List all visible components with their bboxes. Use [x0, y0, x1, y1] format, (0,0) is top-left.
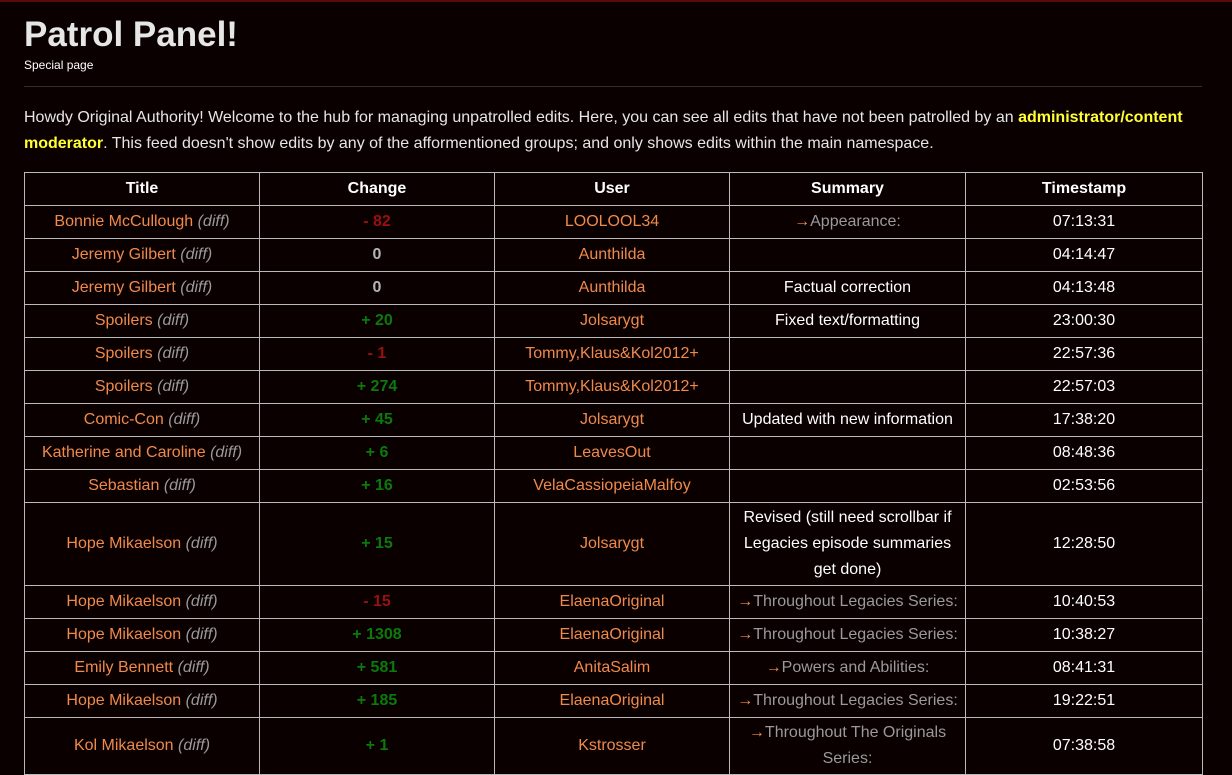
summary-text: Appearance: — [810, 213, 901, 230]
top-border — [0, 0, 1232, 2]
change-cell — [260, 239, 495, 272]
summary-cell — [730, 206, 966, 239]
page-title-link[interactable]: Hope Mikaelson — [66, 626, 182, 643]
change-value: + 185 — [356, 692, 398, 709]
diff-link[interactable]: (diff) — [185, 593, 218, 610]
diff-link[interactable]: (diff) — [157, 378, 190, 395]
section-arrow-icon[interactable]: → — [737, 626, 754, 643]
user-link[interactable]: ElaenaOriginal — [559, 692, 665, 709]
page-title-link[interactable]: Jeremy Gilbert — [71, 279, 176, 296]
title-cell — [25, 470, 260, 503]
user-cell — [495, 206, 730, 239]
section-arrow-icon[interactable]: → — [765, 659, 782, 676]
change-value: 0 — [372, 246, 382, 263]
change-cell — [260, 338, 495, 371]
summary-text: Throughout Legacies Series: — [753, 626, 958, 643]
patrol-table — [24, 172, 1203, 775]
user-link[interactable]: Aunthilda — [578, 279, 646, 296]
user-cell — [495, 272, 730, 305]
timestamp-cell: 12:28:50 — [966, 503, 1203, 586]
summary-text: Revised (still need scrollbar if Legacies episode summaries get done) — [743, 509, 952, 578]
change-cell — [260, 404, 495, 437]
user-cell — [495, 503, 730, 586]
section-arrow-icon[interactable]: → — [748, 724, 765, 741]
table-row — [25, 470, 1203, 503]
diff-link[interactable]: (diff) — [185, 692, 218, 709]
user-link[interactable]: Kstrosser — [578, 737, 646, 754]
page-title: Patrol Panel! — [24, 15, 238, 54]
timestamp-cell: 22:57:03 — [966, 371, 1203, 404]
page-title-link[interactable]: Spoilers — [94, 312, 153, 329]
title-cell — [25, 371, 260, 404]
summary-cell — [730, 305, 966, 338]
title-cell — [25, 685, 260, 718]
diff-link[interactable]: (diff) — [185, 626, 218, 643]
title-cell — [25, 338, 260, 371]
diff-link[interactable]: (diff) — [157, 345, 190, 362]
change-value: - 1 — [367, 345, 387, 362]
change-value: - 82 — [363, 213, 391, 230]
change-cell — [260, 470, 495, 503]
user-link[interactable]: Jolsarygt — [579, 312, 645, 329]
change-value: + 15 — [361, 535, 393, 552]
table-header-row — [25, 173, 1203, 206]
table-row — [25, 239, 1203, 272]
timestamp-cell: 07:38:58 — [966, 718, 1203, 775]
summary-text: Throughout Legacies Series: — [753, 593, 958, 610]
change-value: + 20 — [361, 312, 393, 329]
user-cell — [495, 718, 730, 775]
change-cell — [260, 718, 495, 775]
summary-text: Throughout The Originals Series: — [764, 724, 947, 767]
change-cell — [260, 503, 495, 586]
title-cell — [25, 586, 260, 619]
column-header-change: Change — [260, 173, 495, 206]
change-value: + 1 — [365, 737, 389, 754]
user-cell — [495, 239, 730, 272]
admin-moderator-link[interactable]: administrator/content moderator — [24, 109, 1183, 152]
user-cell — [495, 586, 730, 619]
title-cell — [25, 206, 260, 239]
user-link[interactable]: AnitaSalim — [573, 659, 651, 676]
page-title-link[interactable]: Spoilers — [94, 378, 153, 395]
user-cell — [495, 685, 730, 718]
diff-link[interactable]: (diff) — [180, 279, 213, 296]
title-cell — [25, 305, 260, 338]
timestamp-cell: 02:53:56 — [966, 470, 1203, 503]
table-row — [25, 305, 1203, 338]
change-value: + 581 — [356, 659, 398, 676]
section-arrow-icon[interactable]: → — [737, 593, 754, 610]
page-title-link[interactable]: Katherine and Caroline — [41, 444, 206, 461]
user-link[interactable]: LOOLOOL34 — [564, 213, 660, 230]
summary-text: Fixed text/formatting — [775, 312, 920, 329]
table-row — [25, 652, 1203, 685]
table-row — [25, 404, 1203, 437]
section-arrow-icon[interactable]: → — [794, 213, 811, 230]
user-link[interactable]: Tommy,Klaus&Kol2012+ — [525, 345, 699, 362]
table-row — [25, 338, 1203, 371]
summary-cell — [730, 652, 966, 685]
summary-cell — [730, 371, 966, 404]
change-value: + 16 — [361, 477, 393, 494]
summary-text: Factual correction — [783, 279, 912, 296]
table-row — [25, 586, 1203, 619]
diff-link[interactable]: (diff) — [197, 213, 230, 230]
user-cell — [495, 338, 730, 371]
user-cell — [495, 470, 730, 503]
title-cell — [25, 652, 260, 685]
diff-link[interactable]: (diff) — [180, 246, 213, 263]
change-value: 0 — [372, 279, 382, 296]
page-title-link[interactable]: Emily Bennett — [74, 659, 174, 676]
change-value: + 6 — [365, 444, 389, 461]
timestamp-cell: 08:48:36 — [966, 437, 1203, 470]
user-cell — [495, 404, 730, 437]
timestamp-cell: 07:13:31 — [966, 206, 1203, 239]
user-link[interactable]: VelaCassiopeiaMalfoy — [533, 477, 691, 494]
change-cell — [260, 685, 495, 718]
table-row — [25, 503, 1203, 586]
table-row — [25, 437, 1203, 470]
title-cell — [25, 239, 260, 272]
timestamp-cell: 10:40:53 — [966, 586, 1203, 619]
page-title-link[interactable]: Kol Mikaelson — [73, 737, 174, 754]
diff-link[interactable]: (diff) — [210, 444, 243, 461]
header-divider — [24, 86, 1202, 87]
user-cell — [495, 371, 730, 404]
title-cell — [25, 272, 260, 305]
timestamp-cell: 17:38:20 — [966, 404, 1203, 437]
table-row — [25, 685, 1203, 718]
table-row — [25, 619, 1203, 652]
timestamp-cell: 08:41:31 — [966, 652, 1203, 685]
timestamp-cell: 23:00:30 — [966, 305, 1203, 338]
column-header-user: User — [495, 173, 730, 206]
user-link[interactable]: Aunthilda — [578, 246, 646, 263]
summary-text: Powers and Abilities: — [781, 659, 930, 676]
summary-cell — [730, 437, 966, 470]
user-link[interactable]: Jolsarygt — [579, 535, 645, 552]
intro-text — [24, 105, 1202, 157]
title-cell — [25, 619, 260, 652]
summary-text: Throughout Legacies Series: — [753, 692, 958, 709]
change-cell — [260, 437, 495, 470]
summary-cell — [730, 404, 966, 437]
page-subtitle: Special page — [24, 58, 94, 72]
column-header-timestamp: Timestamp — [966, 173, 1203, 206]
change-cell — [260, 371, 495, 404]
summary-cell — [730, 239, 966, 272]
change-cell — [260, 305, 495, 338]
page-header — [24, 14, 1202, 157]
change-cell — [260, 586, 495, 619]
user-cell — [495, 652, 730, 685]
user-cell — [495, 437, 730, 470]
user-link[interactable]: ElaenaOriginal — [559, 626, 665, 643]
summary-cell — [730, 338, 966, 371]
change-cell — [260, 206, 495, 239]
summary-cell — [730, 685, 966, 718]
summary-cell — [730, 503, 966, 586]
diff-link[interactable]: (diff) — [163, 477, 196, 494]
diff-link[interactable]: (diff) — [178, 737, 211, 754]
diff-link[interactable]: (diff) — [157, 312, 190, 329]
user-cell — [495, 619, 730, 652]
diff-link[interactable]: (diff) — [168, 411, 201, 428]
page-title-link[interactable]: Hope Mikaelson — [66, 593, 182, 610]
table-body — [25, 206, 1203, 775]
change-cell — [260, 272, 495, 305]
section-arrow-icon[interactable]: → — [737, 692, 754, 709]
summary-cell — [730, 272, 966, 305]
table-row — [25, 371, 1203, 404]
title-cell — [25, 503, 260, 586]
timestamp-cell: 19:22:51 — [966, 685, 1203, 718]
timestamp-cell: 04:14:47 — [966, 239, 1203, 272]
diff-link[interactable]: (diff) — [185, 535, 218, 552]
column-header-summary: Summary — [730, 173, 966, 206]
user-link[interactable]: Jolsarygt — [579, 411, 645, 428]
change-value: + 45 — [361, 411, 393, 428]
intro-text-start: Howdy Original Authority! Welcome to the hub for managing unpatrolled edits. Here, you can see all edits that have not been patrolled by an — [24, 109, 1019, 126]
change-value: + 1308 — [352, 626, 402, 643]
timestamp-cell: 04:13:48 — [966, 272, 1203, 305]
summary-cell — [730, 619, 966, 652]
user-cell — [495, 305, 730, 338]
intro-text-end: . This feed doesn't show edits by any of the afformentioned groups; and only shows edits within the main namespace. — [103, 135, 934, 152]
table-row — [25, 272, 1203, 305]
page-title-link[interactable]: Hope Mikaelson — [66, 535, 182, 552]
user-link[interactable]: Tommy,Klaus&Kol2012+ — [525, 378, 699, 395]
table-row — [25, 206, 1203, 239]
page-title-link[interactable]: Spoilers — [94, 345, 153, 362]
timestamp-cell: 22:57:36 — [966, 338, 1203, 371]
table-row — [25, 718, 1203, 775]
summary-cell — [730, 470, 966, 503]
title-cell — [25, 437, 260, 470]
change-value: - 15 — [363, 593, 391, 610]
page-title-link[interactable]: Hope Mikaelson — [66, 692, 182, 709]
column-header-title: Title — [25, 173, 260, 206]
page-title-link[interactable]: Jeremy Gilbert — [71, 246, 176, 263]
title-cell — [25, 404, 260, 437]
summary-text: Updated with new information — [742, 411, 953, 428]
page-title-link[interactable]: Comic-Con — [83, 411, 164, 428]
timestamp-cell: 10:38:27 — [966, 619, 1203, 652]
page-title-link[interactable]: Sebastian — [88, 477, 160, 494]
user-link[interactable]: ElaenaOriginal — [559, 593, 665, 610]
change-value: + 274 — [356, 378, 398, 395]
summary-cell — [730, 718, 966, 775]
change-cell — [260, 652, 495, 685]
user-link[interactable]: LeavesOut — [573, 444, 651, 461]
summary-cell — [730, 586, 966, 619]
title-cell — [25, 718, 260, 775]
change-cell — [260, 619, 495, 652]
diff-link[interactable]: (diff) — [177, 659, 210, 676]
page-title-link[interactable]: Bonnie McCullough — [54, 213, 194, 230]
